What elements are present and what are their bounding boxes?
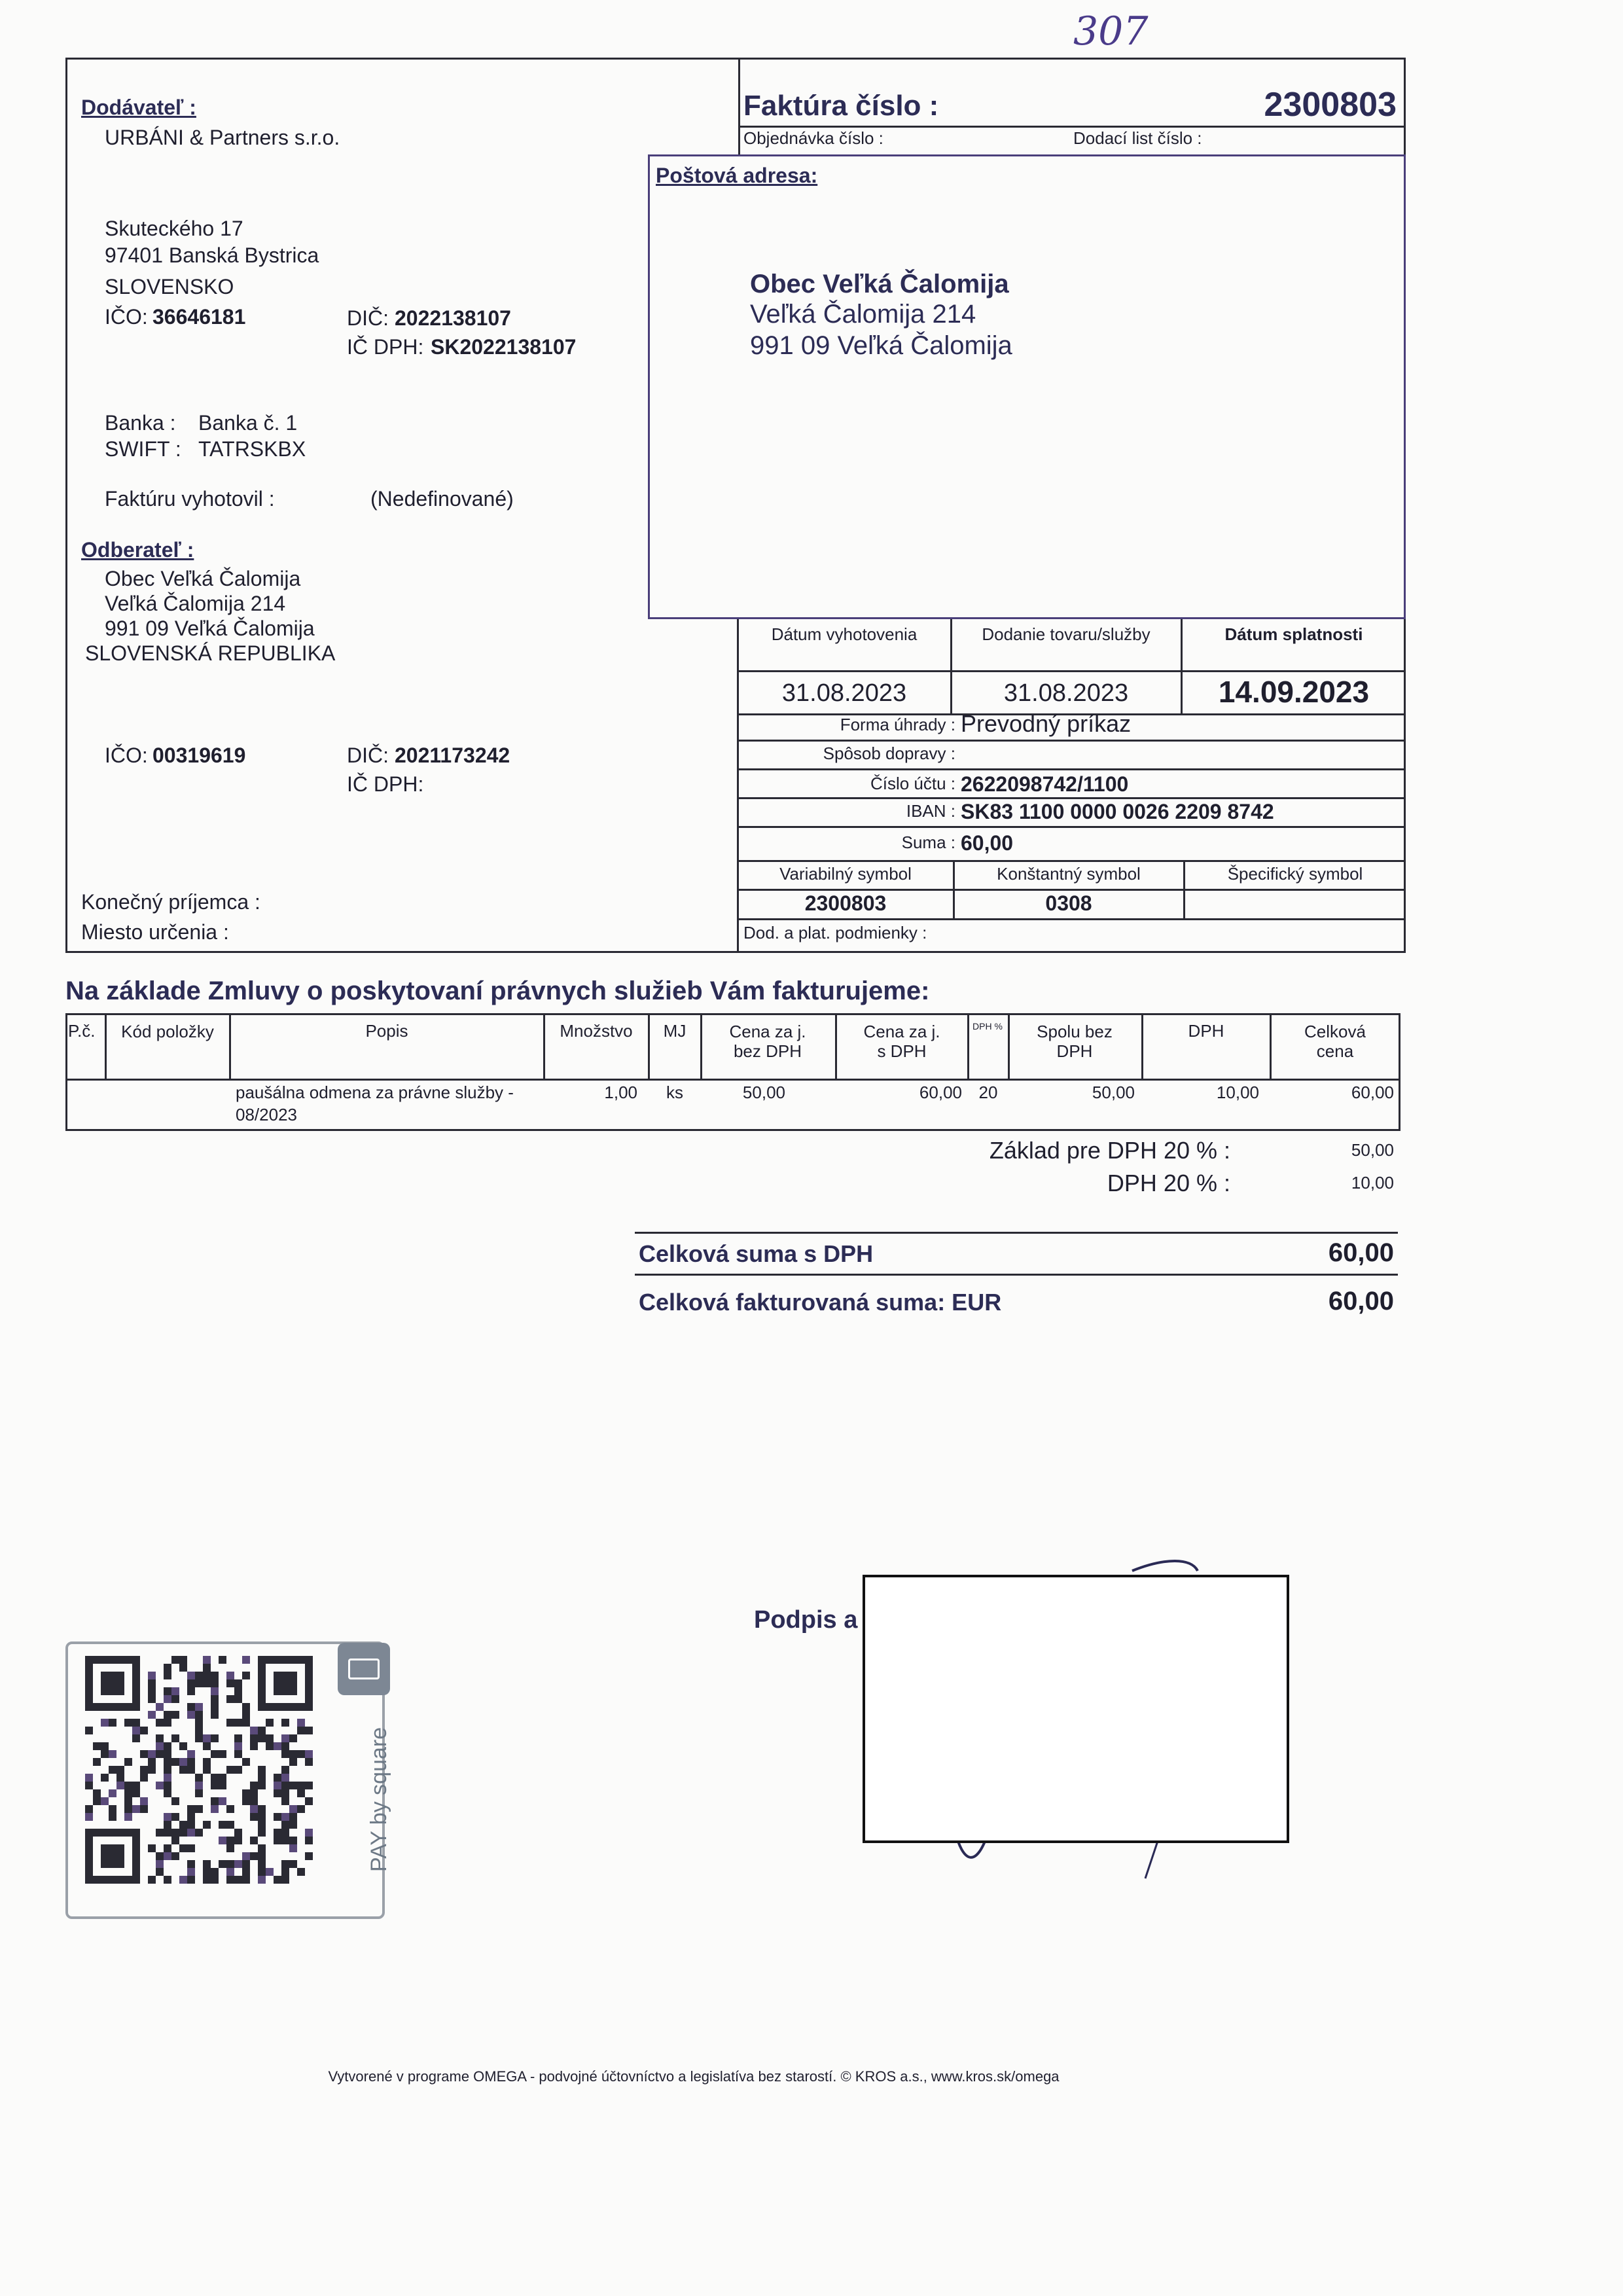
- supplier-swift: TATRSKBX: [198, 437, 306, 461]
- delivery-note-label: Dodací list číslo :: [1073, 128, 1202, 148]
- customer-icdph-label: IČ DPH:: [347, 772, 424, 796]
- row-price-gross: 60,00: [919, 1083, 962, 1102]
- invoice-title: Faktúra číslo :: [743, 90, 939, 122]
- customer-heading: Odberateľ :: [81, 538, 194, 562]
- sum-label: Suma :: [901, 833, 955, 852]
- delivery-date: 31.08.2023: [1003, 679, 1129, 707]
- supplier-icdph: SK2022138107: [431, 335, 577, 359]
- col-qty: Množstvo: [560, 1021, 633, 1041]
- account-number: 2622098742/1100: [961, 772, 1129, 796]
- handwritten-note: 307: [1073, 9, 1149, 54]
- supplier-city: 97401 Banská Bystrica: [105, 243, 319, 267]
- intro-text: Na základe Zmluvy o poskytovaní právnych služieb Vám fakturujeme:: [65, 977, 930, 1005]
- customer-street: Veľká Čalomija 214: [105, 592, 286, 615]
- col-price-net: Cena za j. bez DPH: [729, 1022, 806, 1061]
- gross-total-label: Celková suma s DPH: [639, 1240, 874, 1267]
- conditions-label: Dod. a plat. podmienky :: [743, 923, 927, 942]
- final-recipient-label: Konečný príjemca :: [81, 890, 260, 914]
- row-qty: 1,00: [604, 1083, 637, 1102]
- card-icon: [338, 1643, 390, 1695]
- issued-by-label: Faktúru vyhotovil :: [105, 487, 275, 511]
- supplier-ico-label: IČO:: [105, 305, 148, 329]
- col-code: Kód položky: [121, 1022, 214, 1041]
- col-total-net: Spolu bez DPH: [1037, 1022, 1113, 1061]
- delivery-date-label: Dodanie tovaru/služby: [982, 624, 1150, 644]
- destination-label: Miesto určenia :: [81, 920, 229, 944]
- pay-by-square-label: PAY by square: [366, 1727, 391, 1872]
- customer-ico-label: IČO:: [105, 744, 148, 767]
- row-desc-line1: paušálna odmena za právne služby -: [236, 1083, 514, 1102]
- row-total-net: 50,00: [1092, 1083, 1135, 1102]
- iban: SK83 1100 0000 0026 2209 8742: [961, 800, 1274, 823]
- col-total: Celková cena: [1304, 1022, 1366, 1061]
- due-date-label: Dátum splatnosti: [1224, 624, 1363, 644]
- col-unit: MJ: [663, 1021, 687, 1041]
- vat-label: DPH 20 % :: [1107, 1170, 1230, 1196]
- supplier-swift-label: SWIFT :: [105, 437, 181, 461]
- vs-label: Variabilný symbol: [779, 864, 912, 884]
- supplier-dic-label: DIČ:: [347, 306, 389, 330]
- customer-dic: 2021173242: [395, 744, 510, 767]
- col-price-gross: Cena za j. s DPH: [863, 1022, 940, 1061]
- supplier-bank-label: Banka :: [105, 411, 176, 435]
- customer-name: Obec Veľká Čalomija: [105, 567, 301, 590]
- vs-value: 2300803: [804, 891, 887, 915]
- issued-by: (Nedefinované): [370, 487, 514, 511]
- customer-dic-label: DIČ:: [347, 744, 389, 767]
- supplier-heading: Dodávateľ :: [81, 96, 196, 119]
- due-date: 14.09.2023: [1218, 675, 1370, 709]
- col-vat-rate: DPH %: [972, 1021, 1003, 1031]
- issue-date-label: Dátum vyhotovenia: [771, 624, 918, 644]
- supplier-dic: 2022138107: [395, 306, 511, 330]
- invoiced-total-value: 60,00: [1328, 1287, 1394, 1316]
- customer-ico: 00319619: [152, 744, 246, 767]
- col-pc: P.č.: [68, 1021, 96, 1041]
- row-desc-line2: 08/2023: [236, 1105, 297, 1124]
- ks-label: Konštantný symbol: [997, 864, 1141, 884]
- ss-label: Špecifický symbol: [1227, 864, 1363, 884]
- row-price-net: 50,00: [742, 1083, 785, 1102]
- row-total: 60,00: [1351, 1083, 1394, 1102]
- supplier-bank: Banka č. 1: [198, 411, 298, 435]
- invoiced-total-label: Celková fakturovaná suma: EUR: [639, 1289, 1002, 1316]
- customer-city: 991 09 Veľká Čalomija: [105, 617, 315, 640]
- iban-label: IBAN :: [906, 801, 955, 821]
- order-number-label: Objednávka číslo :: [743, 128, 883, 148]
- qr-code-icon: [85, 1656, 321, 1905]
- account-label: Číslo účtu :: [870, 774, 955, 793]
- supplier-icdph-label: IČ DPH:: [347, 335, 424, 359]
- supplier-name: URBÁNI & Partners s.r.o.: [105, 126, 340, 149]
- footer-text: Vytvorené v programe OMEGA - podvojné účtovníctvo a legislatíva bez starostí. © KROS a.s., www.kros.sk/omega: [328, 2068, 1060, 2085]
- invoice-number: 2300803: [1264, 86, 1397, 124]
- postal-name: Obec Veľká Čalomija: [750, 270, 1009, 298]
- postal-address-box: [648, 154, 1406, 619]
- signature-label: Podpis a: [754, 1606, 858, 1634]
- payment-form-label: Forma úhrady :: [840, 715, 955, 734]
- vat-base-label: Základ pre DPH 20 % :: [989, 1137, 1230, 1164]
- postal-street: Veľká Čalomija 214: [750, 300, 976, 329]
- supplier-street: Skuteckého 17: [105, 217, 243, 240]
- ks-value: 0308: [1045, 891, 1092, 915]
- payment-form: Prevodný príkaz: [961, 710, 1132, 737]
- col-desc: Popis: [365, 1021, 408, 1041]
- row-vat: 10,00: [1216, 1083, 1259, 1102]
- col-vat: DPH: [1188, 1021, 1224, 1041]
- postal-city: 991 09 Veľká Čalomija: [750, 331, 1012, 360]
- row-unit: ks: [666, 1083, 683, 1102]
- vat-base-value: 50,00: [1351, 1140, 1394, 1160]
- customer-country: SLOVENSKÁ REPUBLIKA: [85, 641, 336, 665]
- vat-value: 10,00: [1351, 1173, 1394, 1193]
- supplier-ico: 36646181: [152, 305, 246, 329]
- sum-value: 60,00: [961, 831, 1014, 855]
- postal-heading: Poštová adresa:: [656, 164, 818, 187]
- supplier-country: SLOVENSKO: [105, 275, 234, 298]
- redacted-signature: [863, 1575, 1289, 1843]
- transport-label: Spôsob dopravy :: [823, 744, 955, 763]
- gross-total-value: 60,00: [1328, 1238, 1394, 1267]
- issue-date: 31.08.2023: [781, 679, 907, 707]
- row-vat-rate: 20: [978, 1083, 998, 1102]
